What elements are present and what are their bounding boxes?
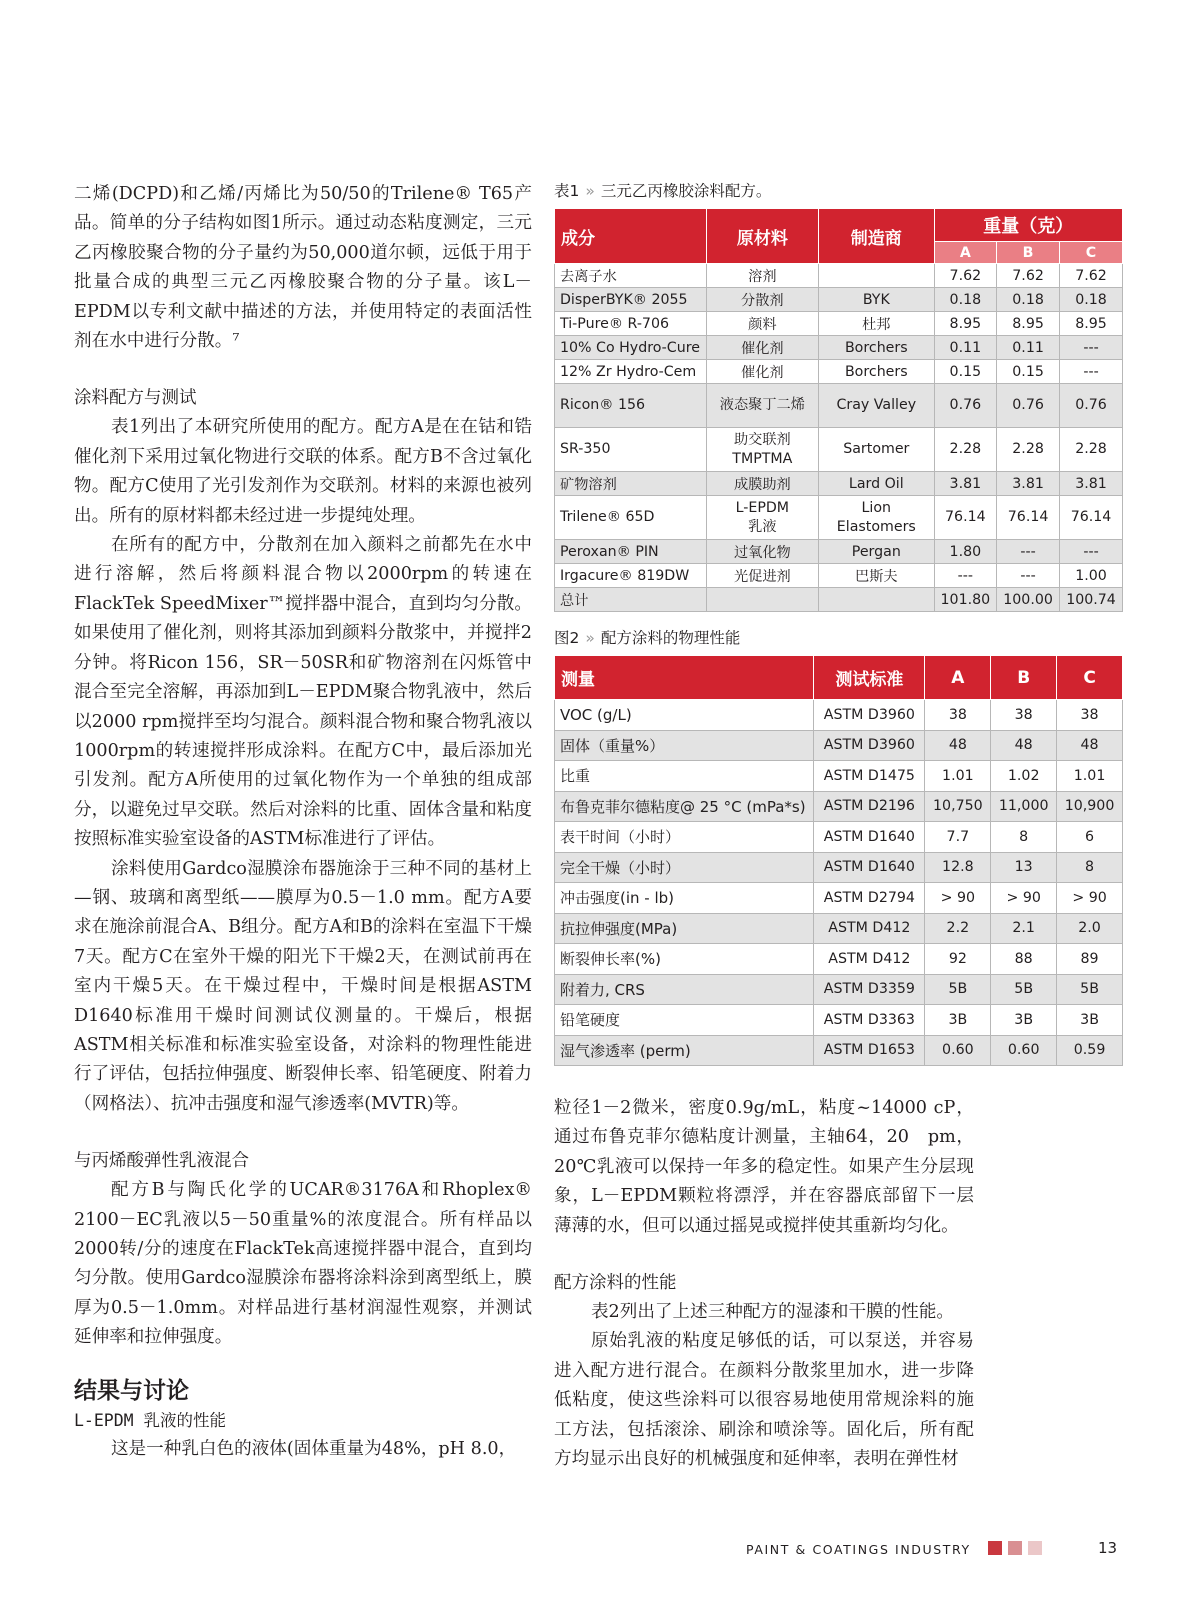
paragraph: 表1列出了本研究所使用的配方。配方A是在在钴和锆催化剂下采用过氧化物进行交联的体系。配方B不含过氧化物。配方C使用了光引发剂作为交联剂。材料的来源也被列出。所有的原材料都未经过进一步提纯处理。 — [74, 417, 532, 526]
table-cell: L-EPDM 乳液 — [706, 496, 818, 540]
paragraph: 这是一种乳白色的液体(固体重量为48%，pH 8.0， — [110, 1438, 517, 1459]
table-cell: 1.00 — [1060, 564, 1123, 588]
table-row — [555, 822, 1123, 853]
table-cell: Trilene® 65D — [555, 496, 707, 540]
table-cell: 38 — [925, 700, 991, 731]
table-cell: --- — [997, 540, 1060, 564]
table-cell: 0.18 — [934, 288, 997, 312]
table-row — [555, 913, 1123, 944]
footer-square — [988, 1541, 1002, 1555]
table-cell: Sartomer — [819, 428, 935, 472]
table-cell: 0.15 — [997, 360, 1060, 384]
table-cell: 0.60 — [991, 1035, 1057, 1066]
table-cell: ASTM D1640 — [814, 822, 925, 853]
table-cell — [819, 588, 935, 612]
header-measure: 测量 — [555, 656, 814, 700]
table-cell: 48 — [925, 730, 991, 761]
table-cell: Ti-Pure® R-706 — [555, 312, 707, 336]
header-b: B — [991, 656, 1057, 700]
table-row — [555, 883, 1123, 914]
table-cell: 成膜助剂 — [706, 472, 818, 496]
caption-text: 三元乙丙橡胶涂料配方。 — [600, 182, 772, 200]
table-cell: ASTM D3960 — [814, 730, 925, 761]
table-cell: 100.74 — [1060, 588, 1123, 612]
table-cell: ASTM D2196 — [814, 791, 925, 822]
table-cell: 5B — [991, 974, 1057, 1005]
table-row — [555, 264, 1123, 288]
table-cell: 5B — [1057, 974, 1123, 1005]
table-cell: 铅笔硬度 — [555, 1005, 814, 1036]
table-row — [555, 761, 1123, 792]
table-cell: ASTM D1653 — [814, 1035, 925, 1066]
table-row — [555, 384, 1123, 428]
table-cell: 76.14 — [934, 496, 997, 540]
table-cell: 2.28 — [1060, 428, 1123, 472]
table-cell: 0.59 — [1057, 1035, 1123, 1066]
table-cell: 液态聚丁二烯 — [706, 384, 818, 428]
table-row — [555, 791, 1123, 822]
table-cell: --- — [1060, 336, 1123, 360]
table-row — [555, 1035, 1123, 1066]
table-cell: 2.1 — [991, 913, 1057, 944]
table-cell: 分散剂 — [706, 288, 818, 312]
header-weight: 重量（克） — [934, 209, 1122, 242]
table-cell: Lard Oil — [819, 472, 935, 496]
left-column — [74, 180, 550, 1464]
caption-text: 配方涂料的物理性能 — [600, 629, 741, 647]
table-cell: 矿物溶剂 — [555, 472, 707, 496]
table-cell: 7.7 — [925, 822, 991, 853]
section-title-formulation: 涂料配方与测试 — [74, 388, 197, 409]
table-cell — [819, 264, 935, 288]
table-cell: 2.2 — [925, 913, 991, 944]
table-cell: 100.00 — [997, 588, 1060, 612]
table-cell: 3.81 — [1060, 472, 1123, 496]
paragraph: 配方B与陶氏化学的UCAR®3176A和Rhoplex® 2100－EC乳液以5－50重量%的浓度混合。所有样品以2000转/分的速度在FlackTek高速搅拌器中混合，直到均匀分散。使用Gardco湿膜涂布器将涂料涂到离型纸上，膜厚为0.5－1.0mm。对样品进行基材润湿性观察，并测试延伸率和拉伸强度。 — [74, 1180, 532, 1348]
table-cell: 比重 — [555, 761, 814, 792]
table-cell: 3B — [925, 1005, 991, 1036]
table-row — [555, 852, 1123, 883]
paragraph: 表2列出了上述三种配方的湿漆和干膜的性能。 — [590, 1302, 955, 1323]
table-cell: 溶剂 — [706, 264, 818, 288]
intro-paragraph: 二烯(DCPD)和乙烯/丙烯比为50/50的Trilene® T65产品。简单的分子结构如图1所示。通过动态粘度测定，三元乙丙橡胶聚合物的分子量约为50,000道尔顿，远低于用于批量合成的典型三元乙丙橡胶聚合物的分子量。该L－EPDM以专利文献中描述的方法，并使用特定的表面活性剂在水中进行分散。⁷ — [74, 184, 532, 352]
table-cell: 催化剂 — [706, 336, 818, 360]
table-cell: 杜邦 — [819, 312, 935, 336]
table-cell: 10,900 — [1057, 791, 1123, 822]
table-cell: --- — [1060, 540, 1123, 564]
table-cell: 去离子水 — [555, 264, 707, 288]
table-cell: 抗拉伸强度(MPa) — [555, 913, 814, 944]
paragraph: 涂料使用Gardco湿膜涂布器施涂于三种不同的基材上—钢、玻璃和离型纸——膜厚为0.5－1.0 mm。配方A要求在施涂前混合A、B组分。配方A和B的涂料在室温下干燥7天。配方C在室外干燥的阳光下干燥2天，在测试前再在室内干燥5天。在干燥过程中，干燥时间是根据ASTM D1640标准用干燥时间测试仪测量的。干燥后，根据ASTM相关标准和标准实验室设备，对涂料的物理性能进行了评估，包括拉伸强度、断裂伸长率、铅笔硬度、附着力（网格法）、抗冲击强度和湿气渗透率(MVTR)等。 — [74, 858, 550, 1114]
header-c: C — [1060, 242, 1123, 264]
table-cell: Ricon® 156 — [555, 384, 707, 428]
table-cell: 0.11 — [934, 336, 997, 360]
table-cell: 表干时间（小时） — [555, 822, 814, 853]
table-row — [555, 700, 1123, 731]
table-cell: ASTM D3960 — [814, 700, 925, 731]
table-cell: 3B — [1057, 1005, 1123, 1036]
table-cell: 布鲁克菲尔德粘度@ 25 °C (mPa*s) — [555, 791, 814, 822]
table-cell: 101.80 — [934, 588, 997, 612]
table-row — [555, 312, 1123, 336]
header-standard: 测试标准 — [814, 656, 925, 700]
table-cell: 固体（重量%） — [555, 730, 814, 761]
table-cell: 颜料 — [706, 312, 818, 336]
table-cell: 0.76 — [997, 384, 1060, 428]
table-row — [555, 974, 1123, 1005]
table-cell: 1.01 — [925, 761, 991, 792]
table-cell: 7.62 — [934, 264, 997, 288]
journal-name: PAINT & COATINGS INDUSTRY — [746, 1542, 971, 1557]
table-cell: 48 — [991, 730, 1057, 761]
table-cell: ASTM D412 — [814, 944, 925, 975]
paragraph: 在所有的配方中，分散剂在加入颜料之前都先在水中进行溶解，然后将颜料混合物以2000rpm的转速在FlackTek SpeedMixer™搅拌器中混合，直到均匀分散。如果使用了催化剂，则将其添加到颜料分散浆中，并搅拌2分钟。将Ricon 156，SR－50SR和矿物溶剂在闪烁管中混合至完全溶解，再添加到L－EPDM聚合物乳液中，然后以2000 rpm搅拌至均匀混合。颜料混合物和聚合物乳液以1000rpm的转速搅拌形成涂料。在配方C中，最后添加光引发剂。配方A所使用的过氧化物作为一个单独的组成部分，以避免过早交联。然后对涂料的比重、固体含量和粘度按照标准实验室设备的ASTM标准进行了评估。 — [74, 535, 532, 850]
header-material: 原材料 — [706, 209, 818, 264]
table-cell: 8.95 — [1060, 312, 1123, 336]
table-cell: 0.18 — [997, 288, 1060, 312]
table-row — [555, 730, 1123, 761]
table-cell: 76.14 — [1060, 496, 1123, 540]
table-cell: > 90 — [991, 883, 1057, 914]
table-cell: 89 — [1057, 944, 1123, 975]
table-cell: 8 — [991, 822, 1057, 853]
section-title-blending: 与丙烯酸弹性乳液混合 — [74, 1151, 249, 1172]
table-cell: 12.8 — [925, 852, 991, 883]
table-cell: ASTM D3359 — [814, 974, 925, 1005]
formulation-table — [554, 208, 1123, 612]
table-cell: ASTM D1475 — [814, 761, 925, 792]
table-cell: > 90 — [1057, 883, 1123, 914]
table-cell: ASTM D3363 — [814, 1005, 925, 1036]
table-row — [555, 564, 1123, 588]
caption-number: 图2 — [554, 629, 580, 647]
table-cell: Borchers — [819, 360, 935, 384]
paragraph: 粒径1－2微米，密度0.9g/mL，粘度~14000 cP，通过布鲁克菲尔德粘度计测量，主轴64，20 pm，20℃乳液可以保持一年多的稳定性。如果产生分层现象，L－EPDM颗粒将漂浮，并在容器底部留下一层薄薄的水，但可以通过摇晃或搅拌使其重新均匀化。 — [554, 1098, 974, 1236]
page-number: 13 — [1098, 1539, 1118, 1557]
table-cell: 光促进剂 — [706, 564, 818, 588]
table-cell: 冲击强度(in - lb) — [555, 883, 814, 914]
table-cell: 38 — [1057, 700, 1123, 731]
header-a: A — [925, 656, 991, 700]
table-cell: 0.76 — [934, 384, 997, 428]
table-row — [555, 588, 1123, 612]
table-cell: 湿气渗透率 (perm) — [555, 1035, 814, 1066]
table-cell: ASTM D1640 — [814, 852, 925, 883]
paragraph: 原始乳液的粘度足够低的话，可以泵送，并容易进入配方进行混合。在颜料分散浆里加水，进一步降低粘度，使这些涂料可以很容易地使用常规涂料的施工方法，包括滚涂、刷涂和喷涂等。固化后，所有配方均显示出良好的机械强度和延伸率，表明在弹性材 — [554, 1331, 974, 1470]
table-cell: DisperBYK® 2055 — [555, 288, 707, 312]
subsection-title-emulsion: L-EPDM 乳液的性能 — [74, 1410, 227, 1430]
section-title-results: 结果与讨论 — [74, 1377, 189, 1404]
table-cell: 6 — [1057, 822, 1123, 853]
table-row — [555, 1005, 1123, 1036]
table-cell: 0.15 — [934, 360, 997, 384]
table-cell — [706, 588, 818, 612]
table-cell: 断裂伸长率(%) — [555, 944, 814, 975]
table-cell: 2.0 — [1057, 913, 1123, 944]
table-row — [555, 472, 1123, 496]
table-cell: 7.62 — [1060, 264, 1123, 288]
table-cell: 92 — [925, 944, 991, 975]
table-row — [555, 288, 1123, 312]
table-cell: 8.95 — [934, 312, 997, 336]
table-row — [555, 428, 1123, 472]
table-cell: 完全干燥（小时） — [555, 852, 814, 883]
table-row — [555, 496, 1123, 540]
table-cell: 催化剂 — [706, 360, 818, 384]
table-cell: VOC (g/L) — [555, 700, 814, 731]
table-cell: 1.80 — [934, 540, 997, 564]
table-cell: ASTM D412 — [814, 913, 925, 944]
caption-arrow: » — [585, 629, 595, 647]
table-cell: 总计 — [555, 588, 707, 612]
table-cell: 巴斯夫 — [819, 564, 935, 588]
table1-caption — [554, 180, 1126, 202]
table-row — [555, 360, 1123, 384]
table-cell: 0.11 — [997, 336, 1060, 360]
properties-table — [554, 655, 1123, 1066]
right-column — [554, 180, 1126, 1474]
table2-caption — [554, 627, 1126, 649]
table-cell: 1.02 — [991, 761, 1057, 792]
table-cell: 38 — [991, 700, 1057, 731]
table-cell: 附着力, CRS — [555, 974, 814, 1005]
table-cell: > 90 — [925, 883, 991, 914]
table-cell: --- — [1060, 360, 1123, 384]
table-row — [555, 540, 1123, 564]
table-cell: ASTM D2794 — [814, 883, 925, 914]
footer-square — [1028, 1541, 1042, 1555]
table-cell: 8.95 — [997, 312, 1060, 336]
header-maker: 制造商 — [819, 209, 935, 264]
table-cell: 2.28 — [934, 428, 997, 472]
table-cell: Borchers — [819, 336, 935, 360]
table-cell: Cray Valley — [819, 384, 935, 428]
table-cell: --- — [934, 564, 997, 588]
table-cell: 5B — [925, 974, 991, 1005]
table-cell: 0.60 — [925, 1035, 991, 1066]
table-cell: --- — [997, 564, 1060, 588]
table-cell: 1.01 — [1057, 761, 1123, 792]
table-cell: 2.28 — [997, 428, 1060, 472]
table-cell: 8 — [1057, 852, 1123, 883]
header-c: C — [1057, 656, 1123, 700]
section-title-properties: 配方涂料的性能 — [554, 1273, 677, 1294]
table-cell: 76.14 — [997, 496, 1060, 540]
table-cell: 48 — [1057, 730, 1123, 761]
table-cell: 3.81 — [997, 472, 1060, 496]
table-cell: 助交联剂 TMPTMA — [706, 428, 818, 472]
footer-square — [1008, 1541, 1022, 1555]
table-cell: 10,750 — [925, 791, 991, 822]
table-cell: 10% Co Hydro-Cure — [555, 336, 707, 360]
table-row — [555, 336, 1123, 360]
table-cell: Peroxan® PIN — [555, 540, 707, 564]
table-cell: Irgacure® 819DW — [555, 564, 707, 588]
table-cell: 3.81 — [934, 472, 997, 496]
table-cell: BYK — [819, 288, 935, 312]
table-cell: Lion Elastomers — [819, 496, 935, 540]
table-cell: 12% Zr Hydro-Cem — [555, 360, 707, 384]
table-cell: 88 — [991, 944, 1057, 975]
caption-number: 表1 — [554, 182, 580, 200]
caption-arrow: » — [585, 182, 595, 200]
table-row — [555, 944, 1123, 975]
table-cell: SR-350 — [555, 428, 707, 472]
header-ingredient: 成分 — [555, 209, 707, 264]
table-cell: 11,000 — [991, 791, 1057, 822]
header-b: B — [997, 242, 1060, 264]
table-cell: 3B — [991, 1005, 1057, 1036]
table-cell: 7.62 — [997, 264, 1060, 288]
table-cell: 0.18 — [1060, 288, 1123, 312]
header-a: A — [934, 242, 997, 264]
table-cell: 0.76 — [1060, 384, 1123, 428]
table-cell: 13 — [991, 852, 1057, 883]
table-cell: 过氧化物 — [706, 540, 818, 564]
table-cell: Pergan — [819, 540, 935, 564]
